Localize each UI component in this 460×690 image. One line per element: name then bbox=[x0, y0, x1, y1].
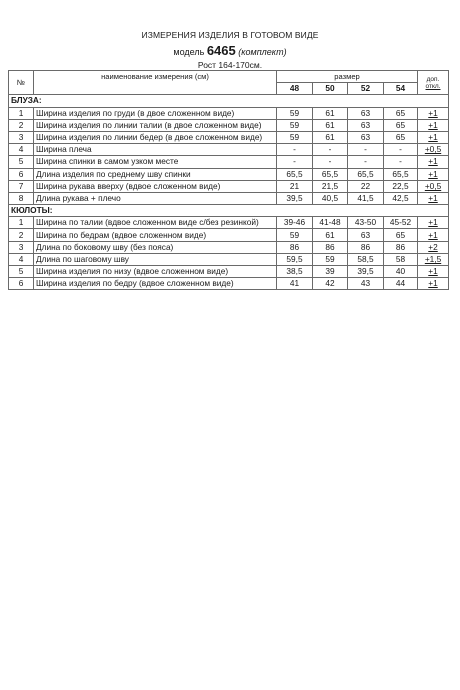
measurement-value: 58 bbox=[384, 253, 418, 265]
measurement-value: 22 bbox=[348, 180, 384, 192]
measurement-value: - bbox=[348, 144, 384, 156]
section-row bbox=[9, 95, 449, 107]
measurement-value: 21 bbox=[277, 180, 313, 192]
table-body bbox=[9, 71, 449, 290]
measurement-name: Ширина изделия по низу (вдвое сложенном виде) bbox=[34, 266, 277, 278]
measurement-name: Ширина изделия по груди (в двое сложенном виде) bbox=[34, 107, 277, 119]
measurement-value: 61 bbox=[313, 107, 348, 119]
measurement-value: 40 bbox=[384, 266, 418, 278]
row-number: 3 bbox=[9, 131, 34, 143]
measurement-value: 61 bbox=[313, 131, 348, 143]
size-header: 50 bbox=[313, 83, 348, 95]
measurement-name: Ширина плеча bbox=[34, 144, 277, 156]
measurement-value: 39 bbox=[313, 266, 348, 278]
size-header: 54 bbox=[384, 83, 418, 95]
tolerance-value: +1 bbox=[418, 192, 449, 204]
measurement-value: - bbox=[277, 156, 313, 168]
measurement-value: 43 bbox=[348, 278, 384, 290]
measurement-name: Длина изделия по среднему шву спинки bbox=[34, 168, 277, 180]
tol-header-line1: доп. bbox=[426, 75, 440, 83]
header-row bbox=[9, 71, 449, 83]
row-number: 7 bbox=[9, 180, 34, 192]
tolerance-value: +1 bbox=[418, 266, 449, 278]
col-size-header: размер bbox=[277, 71, 418, 83]
table-row bbox=[9, 168, 449, 180]
measurement-value: 39,5 bbox=[277, 192, 313, 204]
col-tol-header bbox=[418, 71, 449, 95]
measurement-value: 61 bbox=[313, 229, 348, 241]
measurement-value: - bbox=[313, 144, 348, 156]
tolerance-value: +1 bbox=[418, 119, 449, 131]
measurement-value: 42 bbox=[313, 278, 348, 290]
tolerance-value: +1 bbox=[418, 217, 449, 229]
measurement-value: 65 bbox=[384, 131, 418, 143]
table-row bbox=[9, 156, 449, 168]
measurement-value: 43-50 bbox=[348, 217, 384, 229]
row-number: 1 bbox=[9, 107, 34, 119]
measurement-value: 39-46 bbox=[277, 217, 313, 229]
measurements-table bbox=[8, 70, 449, 290]
row-number: 4 bbox=[9, 253, 34, 265]
row-number: 5 bbox=[9, 266, 34, 278]
tolerance-value: +1 bbox=[418, 229, 449, 241]
size-header: 52 bbox=[348, 83, 384, 95]
tolerance-value: +1,5 bbox=[418, 253, 449, 265]
measurement-value: 61 bbox=[313, 119, 348, 131]
measurement-name: Ширина изделия по бедру (вдвое сложенном виде) bbox=[34, 278, 277, 290]
measurement-name: Длина по шаговому шву bbox=[34, 253, 277, 265]
tolerance-value: +1 bbox=[418, 156, 449, 168]
measurement-value: 65 bbox=[384, 119, 418, 131]
measurement-value: 65 bbox=[384, 107, 418, 119]
document-title: ИЗМЕРЕНИЯ ИЗДЕЛИЯ В ГОТОВОМ ВИДЕ bbox=[141, 30, 319, 40]
measurement-value: 63 bbox=[348, 229, 384, 241]
row-number: 2 bbox=[9, 119, 34, 131]
col-name-header: наименование измерения (см) bbox=[34, 71, 277, 95]
measurement-value: 59 bbox=[277, 131, 313, 143]
table-row bbox=[9, 278, 449, 290]
table-row bbox=[9, 144, 449, 156]
tolerance-value: +1 bbox=[418, 278, 449, 290]
size-header: 48 bbox=[277, 83, 313, 95]
tolerance-value: +0,5 bbox=[418, 144, 449, 156]
measurement-value: 41 bbox=[277, 278, 313, 290]
measurement-name: Длина рукава + плечо bbox=[34, 192, 277, 204]
measurement-value: 63 bbox=[348, 107, 384, 119]
measurement-value: - bbox=[313, 156, 348, 168]
model-line bbox=[0, 43, 460, 58]
table-row bbox=[9, 119, 449, 131]
row-number: 6 bbox=[9, 278, 34, 290]
measurement-value: 59 bbox=[277, 119, 313, 131]
row-number: 4 bbox=[9, 144, 34, 156]
measurement-value: 41-48 bbox=[313, 217, 348, 229]
table-row bbox=[9, 253, 449, 265]
tolerance-value: +1 bbox=[418, 131, 449, 143]
measurement-value: - bbox=[384, 144, 418, 156]
tolerance-value: +0,5 bbox=[418, 180, 449, 192]
row-number: 8 bbox=[9, 192, 34, 204]
measurement-value: 59 bbox=[277, 229, 313, 241]
row-number: 3 bbox=[9, 241, 34, 253]
col-no-header: № bbox=[9, 71, 34, 95]
measurement-value: 63 bbox=[348, 131, 384, 143]
row-number: 1 bbox=[9, 217, 34, 229]
measurement-value: - bbox=[277, 144, 313, 156]
measurement-value: 45-52 bbox=[384, 217, 418, 229]
tol-header-line2: откл. bbox=[425, 82, 441, 90]
table-row bbox=[9, 266, 449, 278]
measurement-name: Ширина изделия по линии бедер (в двое сложенном виде) bbox=[34, 131, 277, 143]
table-row bbox=[9, 229, 449, 241]
measurement-value: - bbox=[384, 156, 418, 168]
measurement-value: 65 bbox=[384, 229, 418, 241]
measurement-name: Ширина по талии (вдвое сложенном виде с/без резинкой) bbox=[34, 217, 277, 229]
section-blank bbox=[277, 95, 449, 107]
measurement-name: Ширина по бедрам (вдвое сложенном виде) bbox=[34, 229, 277, 241]
measurement-value: 39,5 bbox=[348, 266, 384, 278]
table-row bbox=[9, 107, 449, 119]
measurement-value: 42,5 bbox=[384, 192, 418, 204]
table-row bbox=[9, 192, 449, 204]
table-row bbox=[9, 217, 449, 229]
measurement-value: - bbox=[348, 156, 384, 168]
tolerance-value: +2 bbox=[418, 241, 449, 253]
section-title: КЮЛОТЫ: bbox=[9, 205, 277, 217]
table-row bbox=[9, 241, 449, 253]
model-note: (комплект) bbox=[238, 47, 287, 57]
measurement-value: 59 bbox=[313, 253, 348, 265]
measurement-name: Длина по боковому шву (без пояса) bbox=[34, 241, 277, 253]
measurement-value: 86 bbox=[313, 241, 348, 253]
measurement-value: 22,5 bbox=[384, 180, 418, 192]
height-range: Рост 164-170см. bbox=[197, 60, 263, 70]
measurement-value: 63 bbox=[348, 119, 384, 131]
row-number: 5 bbox=[9, 156, 34, 168]
measurement-name: Ширина изделия по линии талии (в двое сложенном виде) bbox=[34, 119, 277, 131]
measurement-value: 59,5 bbox=[277, 253, 313, 265]
row-number: 6 bbox=[9, 168, 34, 180]
measurement-value: 38,5 bbox=[277, 266, 313, 278]
table-row bbox=[9, 131, 449, 143]
table-row bbox=[9, 180, 449, 192]
measurement-value: 21,5 bbox=[313, 180, 348, 192]
measurement-value: 86 bbox=[384, 241, 418, 253]
measurement-name: Ширина рукава вверху (вдвое сложенном виде) bbox=[34, 180, 277, 192]
tolerance-value: +1 bbox=[418, 107, 449, 119]
model-number: 6465 bbox=[206, 43, 236, 58]
measurement-value: 41,5 bbox=[348, 192, 384, 204]
measurement-value: 65,5 bbox=[313, 168, 348, 180]
model-prefix: модель bbox=[173, 47, 205, 57]
section-title: БЛУЗА: bbox=[9, 95, 277, 107]
section-blank bbox=[277, 205, 449, 217]
measurement-value: 40,5 bbox=[313, 192, 348, 204]
measurement-value: 44 bbox=[384, 278, 418, 290]
measurement-value: 86 bbox=[348, 241, 384, 253]
tolerance-value: +1 bbox=[418, 168, 449, 180]
measurement-name: Ширина спинки в самом узком месте bbox=[34, 156, 277, 168]
section-row bbox=[9, 205, 449, 217]
measurement-value: 86 bbox=[277, 241, 313, 253]
row-number: 2 bbox=[9, 229, 34, 241]
measurement-value: 65,5 bbox=[277, 168, 313, 180]
measurement-value: 65,5 bbox=[384, 168, 418, 180]
measurement-value: 58,5 bbox=[348, 253, 384, 265]
measurement-value: 59 bbox=[277, 107, 313, 119]
measurement-value: 65,5 bbox=[348, 168, 384, 180]
